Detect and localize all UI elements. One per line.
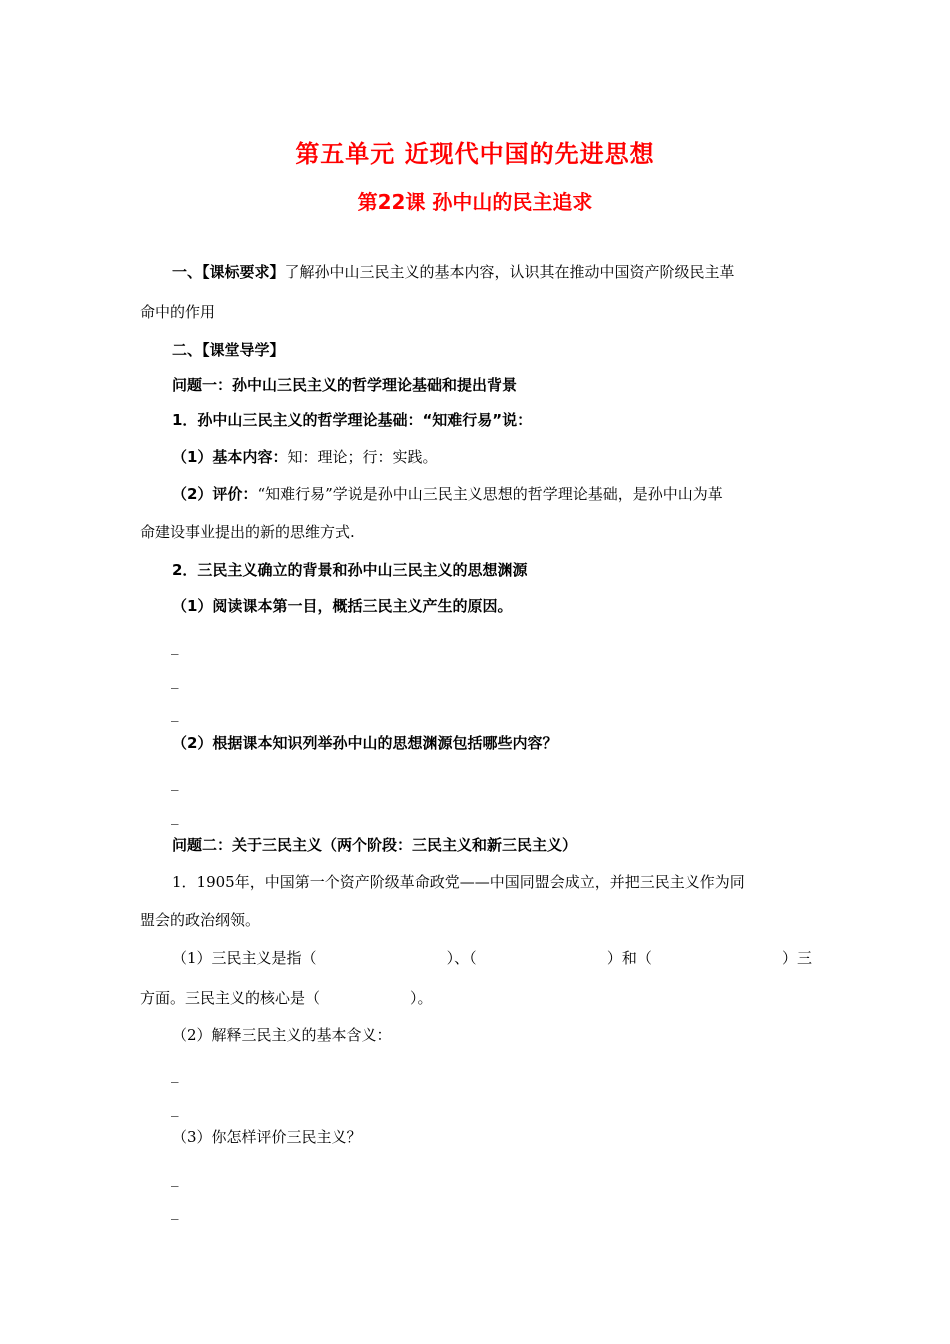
blank-separator: ）和（ <box>606 949 652 967</box>
q1-point-1b-text: “知难行易”学说是孙中山三民主义思想的哲学理论基础，是孙中山为革 <box>257 485 723 503</box>
section-2-label: 二、【课堂导学】 <box>172 341 285 359</box>
q1-point-1a <box>172 447 812 467</box>
q2-point-2: （2）解释三民主义的基本含义： <box>172 1026 392 1044</box>
answer-line[interactable]: _ <box>171 773 179 791</box>
blank-suffix: ）三 <box>781 949 812 967</box>
q1-point-1b <box>172 484 812 504</box>
answer-line[interactable]: _ <box>171 1099 179 1117</box>
unit-title: 第五单元 近现代中国的先进思想 <box>295 140 655 168</box>
section-1-cont: 命中的作用 <box>140 303 216 321</box>
lesson-title: 第22课 孙中山的民主追求 <box>357 190 593 214</box>
answer-line[interactable]: _ <box>171 1202 179 1220</box>
q1-point-2a: （1）阅读课本第一目，概括三民主义产生的原因。 <box>172 597 513 615</box>
q1-point-1b-label: （2）评价： <box>172 485 258 503</box>
q1-point-2b: （2）根据课本知识列举孙中山的思想渊源包括哪些内容？ <box>172 734 558 752</box>
answer-line[interactable]: _ <box>171 1065 179 1083</box>
question-1-title: 问题一：孙中山三民主义的哲学理论基础和提出背景 <box>172 376 518 394</box>
q1-point-1a-text: 知：理论；行：实践。 <box>287 448 438 466</box>
answer-line[interactable]: _ <box>171 637 179 655</box>
section-1-label: 一、【课标要求】 <box>172 263 285 281</box>
q2-point-3: （3）你怎样评价三民主义？ <box>172 1128 362 1146</box>
section-1-text: 了解孙中山三民主义的基本内容，认识其在推动中国资产阶级民主革 <box>284 263 735 281</box>
blank-prefix: （1）三民主义是指（ <box>172 949 317 967</box>
answer-line[interactable]: _ <box>171 671 179 689</box>
q1-point-1b-cont: 命建设事业提出的新的思维方式. <box>140 523 355 541</box>
answer-line[interactable]: _ <box>171 1169 179 1187</box>
q1-point-1a-label: （1）基本内容： <box>172 448 288 466</box>
q2-fill-blank-cont: 方面。三民主义的核心是（ ）。 <box>140 989 433 1007</box>
answer-line[interactable]: _ <box>171 807 179 825</box>
q2-point-1: 1．1905年，中国第一个资产阶级革命政党——中国同盟会成立，并把三民主义作为同 <box>172 873 745 891</box>
question-2-title: 问题二：关于三民主义（两个阶段：三民主义和新三民主义） <box>172 836 578 854</box>
q2-fill-blank <box>172 948 812 968</box>
section-1-line <box>172 262 812 282</box>
answer-line[interactable]: _ <box>171 704 179 722</box>
q2-point-1-cont: 盟会的政治纲领。 <box>140 911 261 929</box>
q1-point-2: 2．三民主义确立的背景和孙中山三民主义的思想渊源 <box>172 561 528 579</box>
blank-separator: ）、（ <box>446 949 477 967</box>
q1-point-1: 1．孙中山三民主义的哲学理论基础：“知难行易”说： <box>172 411 533 429</box>
